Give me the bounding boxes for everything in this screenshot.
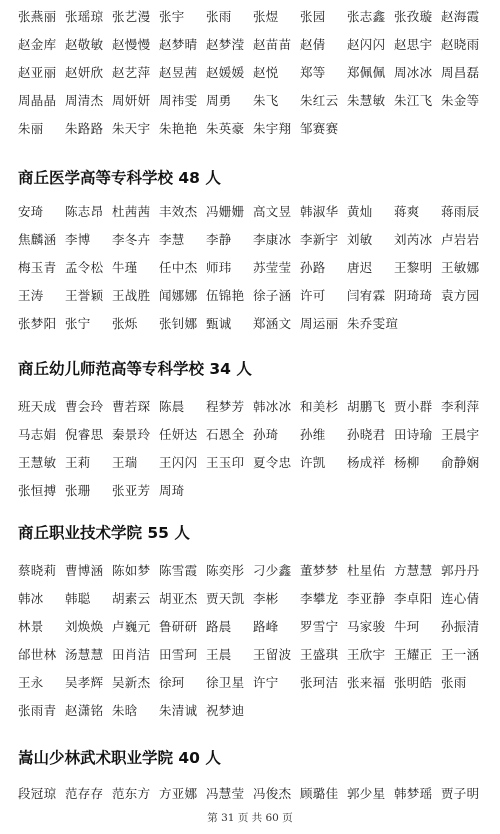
name-cell: 朱金等	[441, 93, 480, 108]
name-cell: 胡亚杰	[159, 591, 198, 606]
name-cell: 张瑶琼	[65, 9, 104, 24]
name-cell: 赵晓雨	[441, 37, 480, 52]
name-cell: 郭少星	[347, 786, 386, 801]
name-row	[18, 253, 488, 281]
name-cell: 祝梦迪	[206, 703, 245, 718]
name-cell: 徐子涵	[253, 288, 292, 303]
name-cell: 张孜璇	[394, 9, 433, 24]
name-row	[18, 2, 488, 30]
name-cell: 赵梦晴	[159, 37, 198, 52]
name-cell: 郑佩佩	[347, 65, 386, 80]
name-grid-shangqiu-vocational	[18, 556, 488, 724]
name-cell: 田诗瑜	[394, 427, 433, 442]
name-cell: 蔡晓莉	[18, 563, 57, 578]
name-cell: 郑涵文	[253, 316, 292, 331]
name-cell: 周清杰	[65, 93, 104, 108]
name-cell: 朱飞	[253, 93, 279, 108]
name-cell: 程梦芳	[206, 399, 245, 414]
name-cell: 王涛	[18, 288, 44, 303]
name-cell: 郑等	[300, 65, 326, 80]
name-cell: 周运丽	[300, 316, 339, 331]
name-cell: 赵妍欣	[65, 65, 104, 80]
name-cell: 秦景玲	[112, 427, 151, 442]
name-grid-shangqiu-preschool	[18, 392, 488, 504]
name-cell: 赵海霞	[441, 9, 480, 24]
name-cell: 刘敏	[347, 232, 373, 247]
name-cell: 朱晗	[112, 703, 138, 718]
name-cell: 朱天宇	[112, 121, 151, 136]
name-cell: 安琦	[18, 204, 44, 219]
name-cell: 张雨	[441, 675, 467, 690]
name-cell: 顾璐佳	[300, 786, 339, 801]
name-cell: 吴孝辉	[65, 675, 104, 690]
name-cell: 焦麟涵	[18, 232, 57, 247]
name-cell: 冯慧莹	[206, 786, 245, 801]
name-cell: 冯姗姗	[206, 204, 245, 219]
name-cell: 陈雪霞	[159, 563, 198, 578]
name-cell: 贾子明	[441, 786, 480, 801]
name-cell: 王欣宇	[347, 647, 386, 662]
name-cell: 周勇	[206, 93, 232, 108]
name-cell: 马志娟	[18, 427, 57, 442]
name-cell: 刁少鑫	[253, 563, 292, 578]
name-cell: 赵昱茜	[159, 65, 198, 80]
name-cell: 闫宥霖	[347, 288, 386, 303]
name-cell: 张煜	[253, 9, 279, 24]
name-cell: 贾天凯	[206, 591, 245, 606]
section-heading-songshan-shaolin: 嵩山少林武术职业学院 40 人	[18, 749, 221, 767]
name-row	[18, 225, 488, 253]
name-cell: 赵金库	[18, 37, 57, 52]
name-cell: 张恒搏	[18, 483, 57, 498]
name-cell: 陈奕彤	[206, 563, 245, 578]
name-cell: 张明皓	[394, 675, 433, 690]
name-cell: 吴新杰	[112, 675, 151, 690]
name-cell: 任妍达	[159, 427, 198, 442]
name-cell: 田雪珂	[159, 647, 198, 662]
name-cell: 王瑞	[112, 455, 138, 470]
name-cell: 张宇	[159, 9, 185, 24]
name-cell: 朱艳艳	[159, 121, 198, 136]
name-cell: 刘芮冰	[394, 232, 433, 247]
name-cell: 甄诚	[206, 316, 232, 331]
name-row	[18, 392, 488, 420]
name-cell: 周冰冰	[394, 65, 433, 80]
name-cell: 鲁研研	[159, 619, 198, 634]
name-cell: 周昌磊	[441, 65, 480, 80]
name-cell: 李亚静	[347, 591, 386, 606]
name-cell: 蒋雨辰	[441, 204, 480, 219]
name-cell: 周妍妍	[112, 93, 151, 108]
name-cell: 李新宇	[300, 232, 339, 247]
name-cell: 方亚娜	[159, 786, 198, 801]
name-cell: 徐卫星	[206, 675, 245, 690]
name-row	[18, 448, 488, 476]
name-cell: 连心倩	[441, 591, 480, 606]
name-cell: 孙振清	[441, 619, 480, 634]
name-cell: 张志鑫	[347, 9, 386, 24]
name-cell: 周晶晶	[18, 93, 57, 108]
name-cell: 师玮	[206, 260, 232, 275]
name-grid-continued	[18, 2, 488, 142]
name-cell: 唐迟	[347, 260, 373, 275]
name-row	[18, 197, 488, 225]
name-row	[18, 58, 488, 86]
name-cell: 韩冰	[18, 591, 44, 606]
name-cell: 李利萍	[441, 399, 480, 414]
name-cell: 赵媛媛	[206, 65, 245, 80]
name-cell: 范东方	[112, 786, 151, 801]
name-cell: 孟令松	[65, 260, 104, 275]
name-cell: 孙路	[300, 260, 326, 275]
name-cell: 王留波	[253, 647, 292, 662]
name-cell: 袁方园	[441, 288, 480, 303]
name-cell: 张园	[300, 9, 326, 24]
name-cell: 孙维	[300, 427, 326, 442]
name-cell: 路晨	[206, 619, 232, 634]
name-cell: 王慧敏	[18, 455, 57, 470]
name-cell: 阴琦琦	[394, 288, 433, 303]
name-cell: 杨柳	[394, 455, 420, 470]
name-cell: 倪睿思	[65, 427, 104, 442]
name-cell: 赵倩	[300, 37, 326, 52]
name-cell: 张珂洁	[300, 675, 339, 690]
name-cell: 班天成	[18, 399, 57, 414]
name-row	[18, 309, 488, 337]
name-cell: 蒋爽	[394, 204, 420, 219]
name-row	[18, 556, 488, 584]
name-cell: 韩梦瑶	[394, 786, 433, 801]
name-cell: 张梦阳	[18, 316, 57, 331]
name-cell: 朱江飞	[394, 93, 433, 108]
name-cell: 贾小群	[394, 399, 433, 414]
name-cell: 石恩全	[206, 427, 245, 442]
name-cell: 赵梦滢	[206, 37, 245, 52]
name-cell: 朱清诚	[159, 703, 198, 718]
name-cell: 朱路路	[65, 121, 104, 136]
name-cell: 陈晨	[159, 399, 185, 414]
name-cell: 邹赛赛	[300, 121, 339, 136]
name-row	[18, 420, 488, 448]
name-cell: 伍锦艳	[206, 288, 245, 303]
name-cell: 朱慧敏	[347, 93, 386, 108]
name-row	[18, 86, 488, 114]
name-cell: 邰世林	[18, 647, 57, 662]
name-cell: 韩淑华	[300, 204, 339, 219]
name-cell: 许凯	[300, 455, 326, 470]
section-heading-shangqiu-medical: 商丘医学高等专科学校 48 人	[18, 169, 221, 187]
name-cell: 王一涵	[441, 647, 480, 662]
name-cell: 王永	[18, 675, 44, 690]
name-cell: 李康冰	[253, 232, 292, 247]
name-cell: 朱丽	[18, 121, 44, 136]
name-row	[18, 696, 488, 724]
name-cell: 张雨青	[18, 703, 57, 718]
name-cell: 苏莹莹	[253, 260, 292, 275]
name-cell: 王晨宇	[441, 427, 480, 442]
name-grid-shangqiu-medical	[18, 197, 488, 337]
name-cell: 张雨	[206, 9, 232, 24]
name-cell: 李彬	[253, 591, 279, 606]
name-cell: 李攀龙	[300, 591, 339, 606]
name-cell: 王敏娜	[441, 260, 480, 275]
name-cell: 郭丹丹	[441, 563, 480, 578]
name-cell: 王莉	[65, 455, 91, 470]
name-cell: 李冬卉	[112, 232, 151, 247]
section-heading-shangqiu-vocational: 商丘职业技术学院 55 人	[18, 524, 190, 542]
name-cell: 张珊	[65, 483, 91, 498]
name-cell: 赵苗苗	[253, 37, 292, 52]
name-cell: 陈志昂	[65, 204, 104, 219]
name-cell: 赵悦	[253, 65, 279, 80]
name-cell: 周祎雯	[159, 93, 198, 108]
name-cell: 李慧	[159, 232, 185, 247]
name-cell: 董梦梦	[300, 563, 339, 578]
name-cell: 张来福	[347, 675, 386, 690]
name-cell: 范存存	[65, 786, 104, 801]
name-cell: 夏令忠	[253, 455, 292, 470]
name-row	[18, 640, 488, 668]
name-cell: 杜茜茜	[112, 204, 151, 219]
name-row	[18, 668, 488, 696]
name-cell: 牛珂	[394, 619, 420, 634]
name-cell: 王闪闪	[159, 455, 198, 470]
name-cell: 胡鹏飞	[347, 399, 386, 414]
name-cell: 曹博涵	[65, 563, 104, 578]
name-row	[18, 476, 488, 504]
name-row	[18, 281, 488, 309]
name-cell: 朱红云	[300, 93, 339, 108]
name-cell: 曹会玲	[65, 399, 104, 414]
name-cell: 韩聪	[65, 591, 91, 606]
name-cell: 杨成祥	[347, 455, 386, 470]
name-cell: 张燕丽	[18, 9, 57, 24]
name-cell: 林景	[18, 619, 44, 634]
section-heading-shangqiu-preschool: 商丘幼儿师范高等专科学校 34 人	[18, 360, 252, 378]
name-cell: 赵敬敏	[65, 37, 104, 52]
name-cell: 赵潇铭	[65, 703, 104, 718]
name-cell: 朱宇翔	[253, 121, 292, 136]
name-cell: 黄灿	[347, 204, 373, 219]
name-row	[18, 779, 488, 807]
name-cell: 王黎明	[394, 260, 433, 275]
name-cell: 韩冰冰	[253, 399, 292, 414]
name-cell: 赵艺萍	[112, 65, 151, 80]
name-cell: 张烁	[112, 316, 138, 331]
name-cell: 周琦	[159, 483, 185, 498]
name-cell: 孙晓君	[347, 427, 386, 442]
name-cell: 马家骏	[347, 619, 386, 634]
name-cell: 许可	[300, 288, 326, 303]
name-cell: 卢巍元	[112, 619, 151, 634]
name-cell: 卢岩岩	[441, 232, 480, 247]
name-cell: 冯俊杰	[253, 786, 292, 801]
name-cell: 张亚芳	[112, 483, 151, 498]
name-cell: 曹若琛	[112, 399, 151, 414]
name-cell: 张钊娜	[159, 316, 198, 331]
name-cell: 许宁	[253, 675, 279, 690]
name-cell: 王晨	[206, 647, 232, 662]
name-cell: 李静	[206, 232, 232, 247]
name-cell: 赵思宇	[394, 37, 433, 52]
name-cell: 牛瑾	[112, 260, 138, 275]
name-cell: 王战胜	[112, 288, 151, 303]
page-footer: 第 31 页 共 60 页	[207, 812, 293, 824]
name-cell: 朱乔雯瑄	[347, 316, 399, 331]
name-cell: 赵闪闪	[347, 37, 386, 52]
name-row	[18, 114, 488, 142]
name-grid-songshan-shaolin	[18, 779, 488, 807]
name-cell: 王耀正	[394, 647, 433, 662]
name-cell: 汤慧慧	[65, 647, 104, 662]
name-cell: 俞静娴	[441, 455, 480, 470]
name-cell: 刘焕焕	[65, 619, 104, 634]
name-cell: 段冠琼	[18, 786, 57, 801]
name-cell: 闻娜娜	[159, 288, 198, 303]
name-cell: 田肖洁	[112, 647, 151, 662]
name-cell: 朱英豪	[206, 121, 245, 136]
name-cell: 张艺漫	[112, 9, 151, 24]
name-cell: 任中杰	[159, 260, 198, 275]
name-cell: 张宁	[65, 316, 91, 331]
name-cell: 方慧慧	[394, 563, 433, 578]
name-row	[18, 584, 488, 612]
name-cell: 赵慢慢	[112, 37, 151, 52]
name-cell: 路峰	[253, 619, 279, 634]
name-cell: 和美杉	[300, 399, 339, 414]
name-cell: 赵亚丽	[18, 65, 57, 80]
name-cell: 高文昱	[253, 204, 292, 219]
name-row	[18, 612, 488, 640]
name-cell: 胡素云	[112, 591, 151, 606]
name-cell: 王誉颖	[65, 288, 104, 303]
name-row	[18, 30, 488, 58]
name-cell: 杜星佑	[347, 563, 386, 578]
name-cell: 梅玉青	[18, 260, 57, 275]
name-cell: 李博	[65, 232, 91, 247]
name-cell: 罗雪宁	[300, 619, 339, 634]
name-cell: 王盛琪	[300, 647, 339, 662]
name-cell: 王玉印	[206, 455, 245, 470]
name-cell: 丰效杰	[159, 204, 198, 219]
name-cell: 孙琦	[253, 427, 279, 442]
name-cell: 徐珂	[159, 675, 185, 690]
name-cell: 李卓阳	[394, 591, 433, 606]
name-cell: 陈如梦	[112, 563, 151, 578]
